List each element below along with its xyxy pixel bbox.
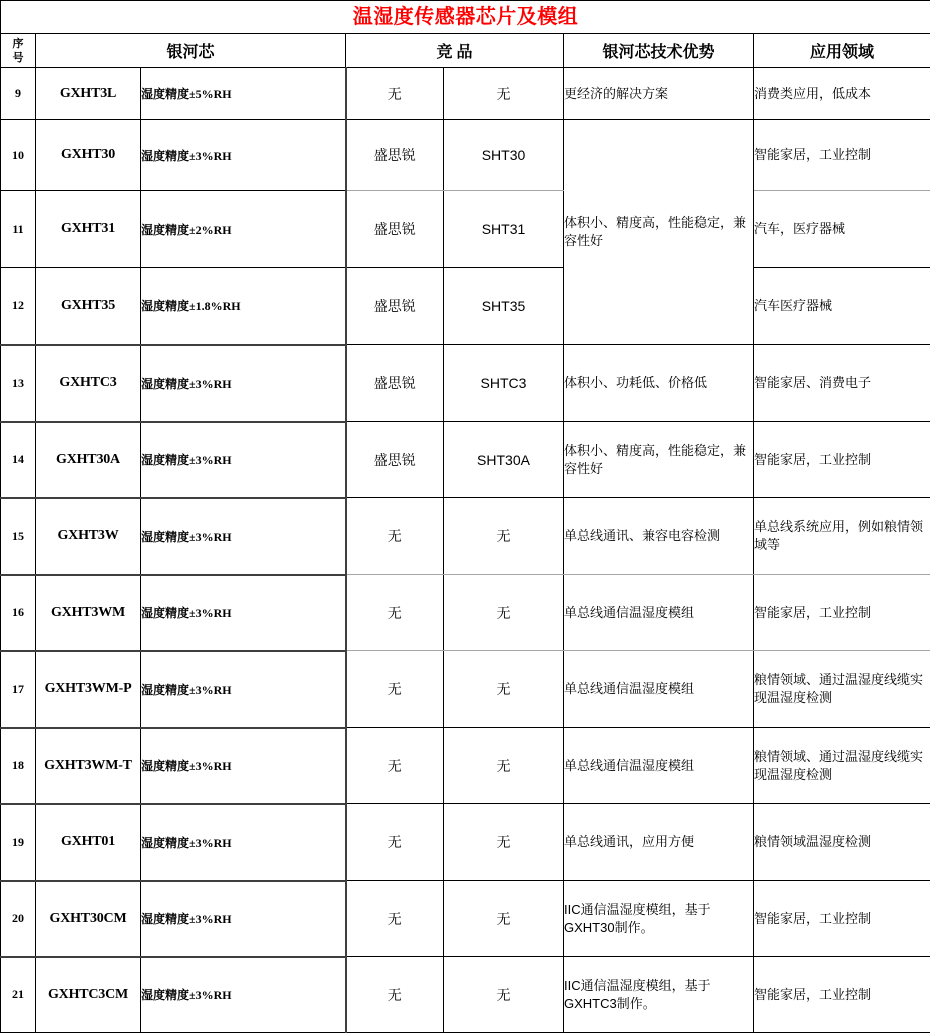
cell-part: GXHT01 — [36, 804, 141, 881]
cell-model: SHTC3 — [444, 345, 564, 422]
cell-seq: 9 — [1, 68, 36, 120]
cell-field: 单总线系统应用，例如粮情领域等 — [754, 498, 930, 575]
cell-model: SHT30 — [444, 120, 564, 191]
cell-spec: 湿度精度±3%RH — [141, 498, 346, 575]
cell-advantage: 单总线通信温湿度模组 — [564, 651, 754, 728]
cell-spec: 湿度精度±3%RH — [141, 651, 346, 728]
cell-advantage: 单总线通讯、兼容电容检测 — [564, 498, 754, 575]
cell-model: 无 — [444, 957, 564, 1033]
cell-field: 智能家居，工业控制 — [754, 120, 930, 191]
cell-advantage: IIC通信温湿度模组，基于GXHTC3制作。 — [564, 957, 754, 1033]
title-row — [1, 1, 930, 34]
cell-model: 无 — [444, 804, 564, 881]
table-row — [1, 191, 930, 268]
cell-field: 智能家居、消费电子 — [754, 345, 930, 422]
table-row — [1, 651, 930, 728]
cell-field: 粮情领域、通过温湿度线缆实现温湿度检测 — [754, 728, 930, 804]
cell-spec: 湿度精度±1.8%RH — [141, 268, 346, 345]
cell-advantage: 更经济的解决方案 — [564, 68, 754, 120]
cell-model: 无 — [444, 68, 564, 120]
cell-advantage: 单总线通信温湿度模组 — [564, 575, 754, 651]
cell-spec: 湿度精度±3%RH — [141, 422, 346, 498]
cell-field: 智能家居，工业控制 — [754, 881, 930, 957]
cell-seq: 11 — [1, 191, 36, 268]
cell-field: 汽车医疗器械 — [754, 268, 930, 345]
cell-advantage: IIC通信温湿度模组，基于GXHT30制作。 — [564, 881, 754, 957]
table-row — [1, 804, 930, 881]
cell-brand: 盛思锐 — [346, 120, 444, 191]
table-row — [1, 498, 930, 575]
column-header-yinhexin: 银河芯 — [36, 34, 346, 68]
cell-part: GXHT30A — [36, 422, 141, 498]
table-row — [1, 120, 930, 191]
title-cell — [1, 1, 930, 34]
cell-spec: 湿度精度±3%RH — [141, 728, 346, 804]
cell-brand: 盛思锐 — [346, 345, 444, 422]
table-row — [1, 268, 930, 345]
cell-seq: 21 — [1, 957, 36, 1033]
column-header-jingpin: 竞 品 — [346, 34, 564, 68]
cell-spec: 湿度精度±3%RH — [141, 881, 346, 957]
table-row — [1, 881, 930, 957]
seq-header-line2: 号 — [12, 51, 24, 64]
column-header-field: 应用领域 — [754, 34, 930, 68]
cell-model: SHT35 — [444, 268, 564, 345]
cell-model: 无 — [444, 575, 564, 651]
table-row — [1, 422, 930, 498]
table-row — [1, 728, 930, 804]
cell-field: 智能家居，工业控制 — [754, 422, 930, 498]
cell-advantage-merged: 体积小、精度高，性能稳定，兼容性好 — [564, 120, 754, 345]
cell-model: 无 — [444, 498, 564, 575]
cell-brand: 无 — [346, 881, 444, 957]
table-row — [1, 68, 930, 120]
cell-seq: 16 — [1, 575, 36, 651]
cell-spec: 湿度精度±3%RH — [141, 957, 346, 1033]
cell-spec: 湿度精度±5%RH — [141, 68, 346, 120]
cell-part: GXHT30CM — [36, 881, 141, 957]
table-row — [1, 957, 930, 1033]
cell-advantage: 单总线通信温湿度模组 — [564, 728, 754, 804]
cell-advantage: 体积小、功耗低、价格低 — [564, 345, 754, 422]
cell-seq: 10 — [1, 120, 36, 191]
cell-part: GXHT31 — [36, 191, 141, 268]
cell-model: SHT31 — [444, 191, 564, 268]
cell-model: SHT30A — [444, 422, 564, 498]
cell-advantage: 体积小、精度高，性能稳定，兼容性好 — [564, 422, 754, 498]
cell-seq: 14 — [1, 422, 36, 498]
table-row — [1, 575, 930, 651]
column-header-advantage: 银河芯技术优势 — [564, 34, 754, 68]
cell-brand: 盛思锐 — [346, 268, 444, 345]
cell-field: 消费类应用，低成本 — [754, 68, 930, 120]
cell-brand: 无 — [346, 957, 444, 1033]
cell-spec: 湿度精度±3%RH — [141, 575, 346, 651]
cell-brand: 无 — [346, 575, 444, 651]
cell-seq: 15 — [1, 498, 36, 575]
page-title: 温湿度传感器芯片及模组 — [352, 5, 579, 28]
cell-brand: 无 — [346, 651, 444, 728]
cell-seq: 18 — [1, 728, 36, 804]
cell-field: 智能家居，工业控制 — [754, 575, 930, 651]
cell-part: GXHT30 — [36, 120, 141, 191]
cell-seq: 20 — [1, 881, 36, 957]
cell-brand: 无 — [346, 804, 444, 881]
cell-spec: 湿度精度±3%RH — [141, 804, 346, 881]
cell-brand: 盛思锐 — [346, 422, 444, 498]
cell-spec: 湿度精度±2%RH — [141, 191, 346, 268]
cell-spec: 湿度精度±3%RH — [141, 345, 346, 422]
cell-part: GXHT3W — [36, 498, 141, 575]
cell-advantage: 单总线通讯，应用方便 — [564, 804, 754, 881]
header-row — [1, 34, 930, 68]
cell-brand: 无 — [346, 498, 444, 575]
cell-field: 粮情领域温湿度检测 — [754, 804, 930, 881]
column-header-seq — [1, 34, 36, 68]
cell-spec: 湿度精度±3%RH — [141, 120, 346, 191]
cell-model: 无 — [444, 881, 564, 957]
cell-brand: 盛思锐 — [346, 191, 444, 268]
cell-seq: 13 — [1, 345, 36, 422]
cell-seq: 19 — [1, 804, 36, 881]
cell-model: 无 — [444, 728, 564, 804]
cell-part: GXHT3WM-P — [36, 651, 141, 728]
cell-field: 智能家居，工业控制 — [754, 957, 930, 1033]
cell-brand: 无 — [346, 728, 444, 804]
cell-field: 粮情领域、通过温湿度线缆实现温湿度检测 — [754, 651, 930, 728]
seq-header-line1: 序 — [12, 37, 24, 50]
table-row — [1, 345, 930, 422]
cell-part: GXHTC3 — [36, 345, 141, 422]
cell-model: 无 — [444, 651, 564, 728]
cell-seq: 17 — [1, 651, 36, 728]
cell-part: GXHT35 — [36, 268, 141, 345]
cell-part: GXHT3L — [36, 68, 141, 120]
cell-seq: 12 — [1, 268, 36, 345]
cell-field: 汽车，医疗器械 — [754, 191, 930, 268]
cell-part: GXHTC3CM — [36, 957, 141, 1033]
cell-part: GXHT3WM — [36, 575, 141, 651]
cell-part: GXHT3WM-T — [36, 728, 141, 804]
cell-brand: 无 — [346, 68, 444, 120]
